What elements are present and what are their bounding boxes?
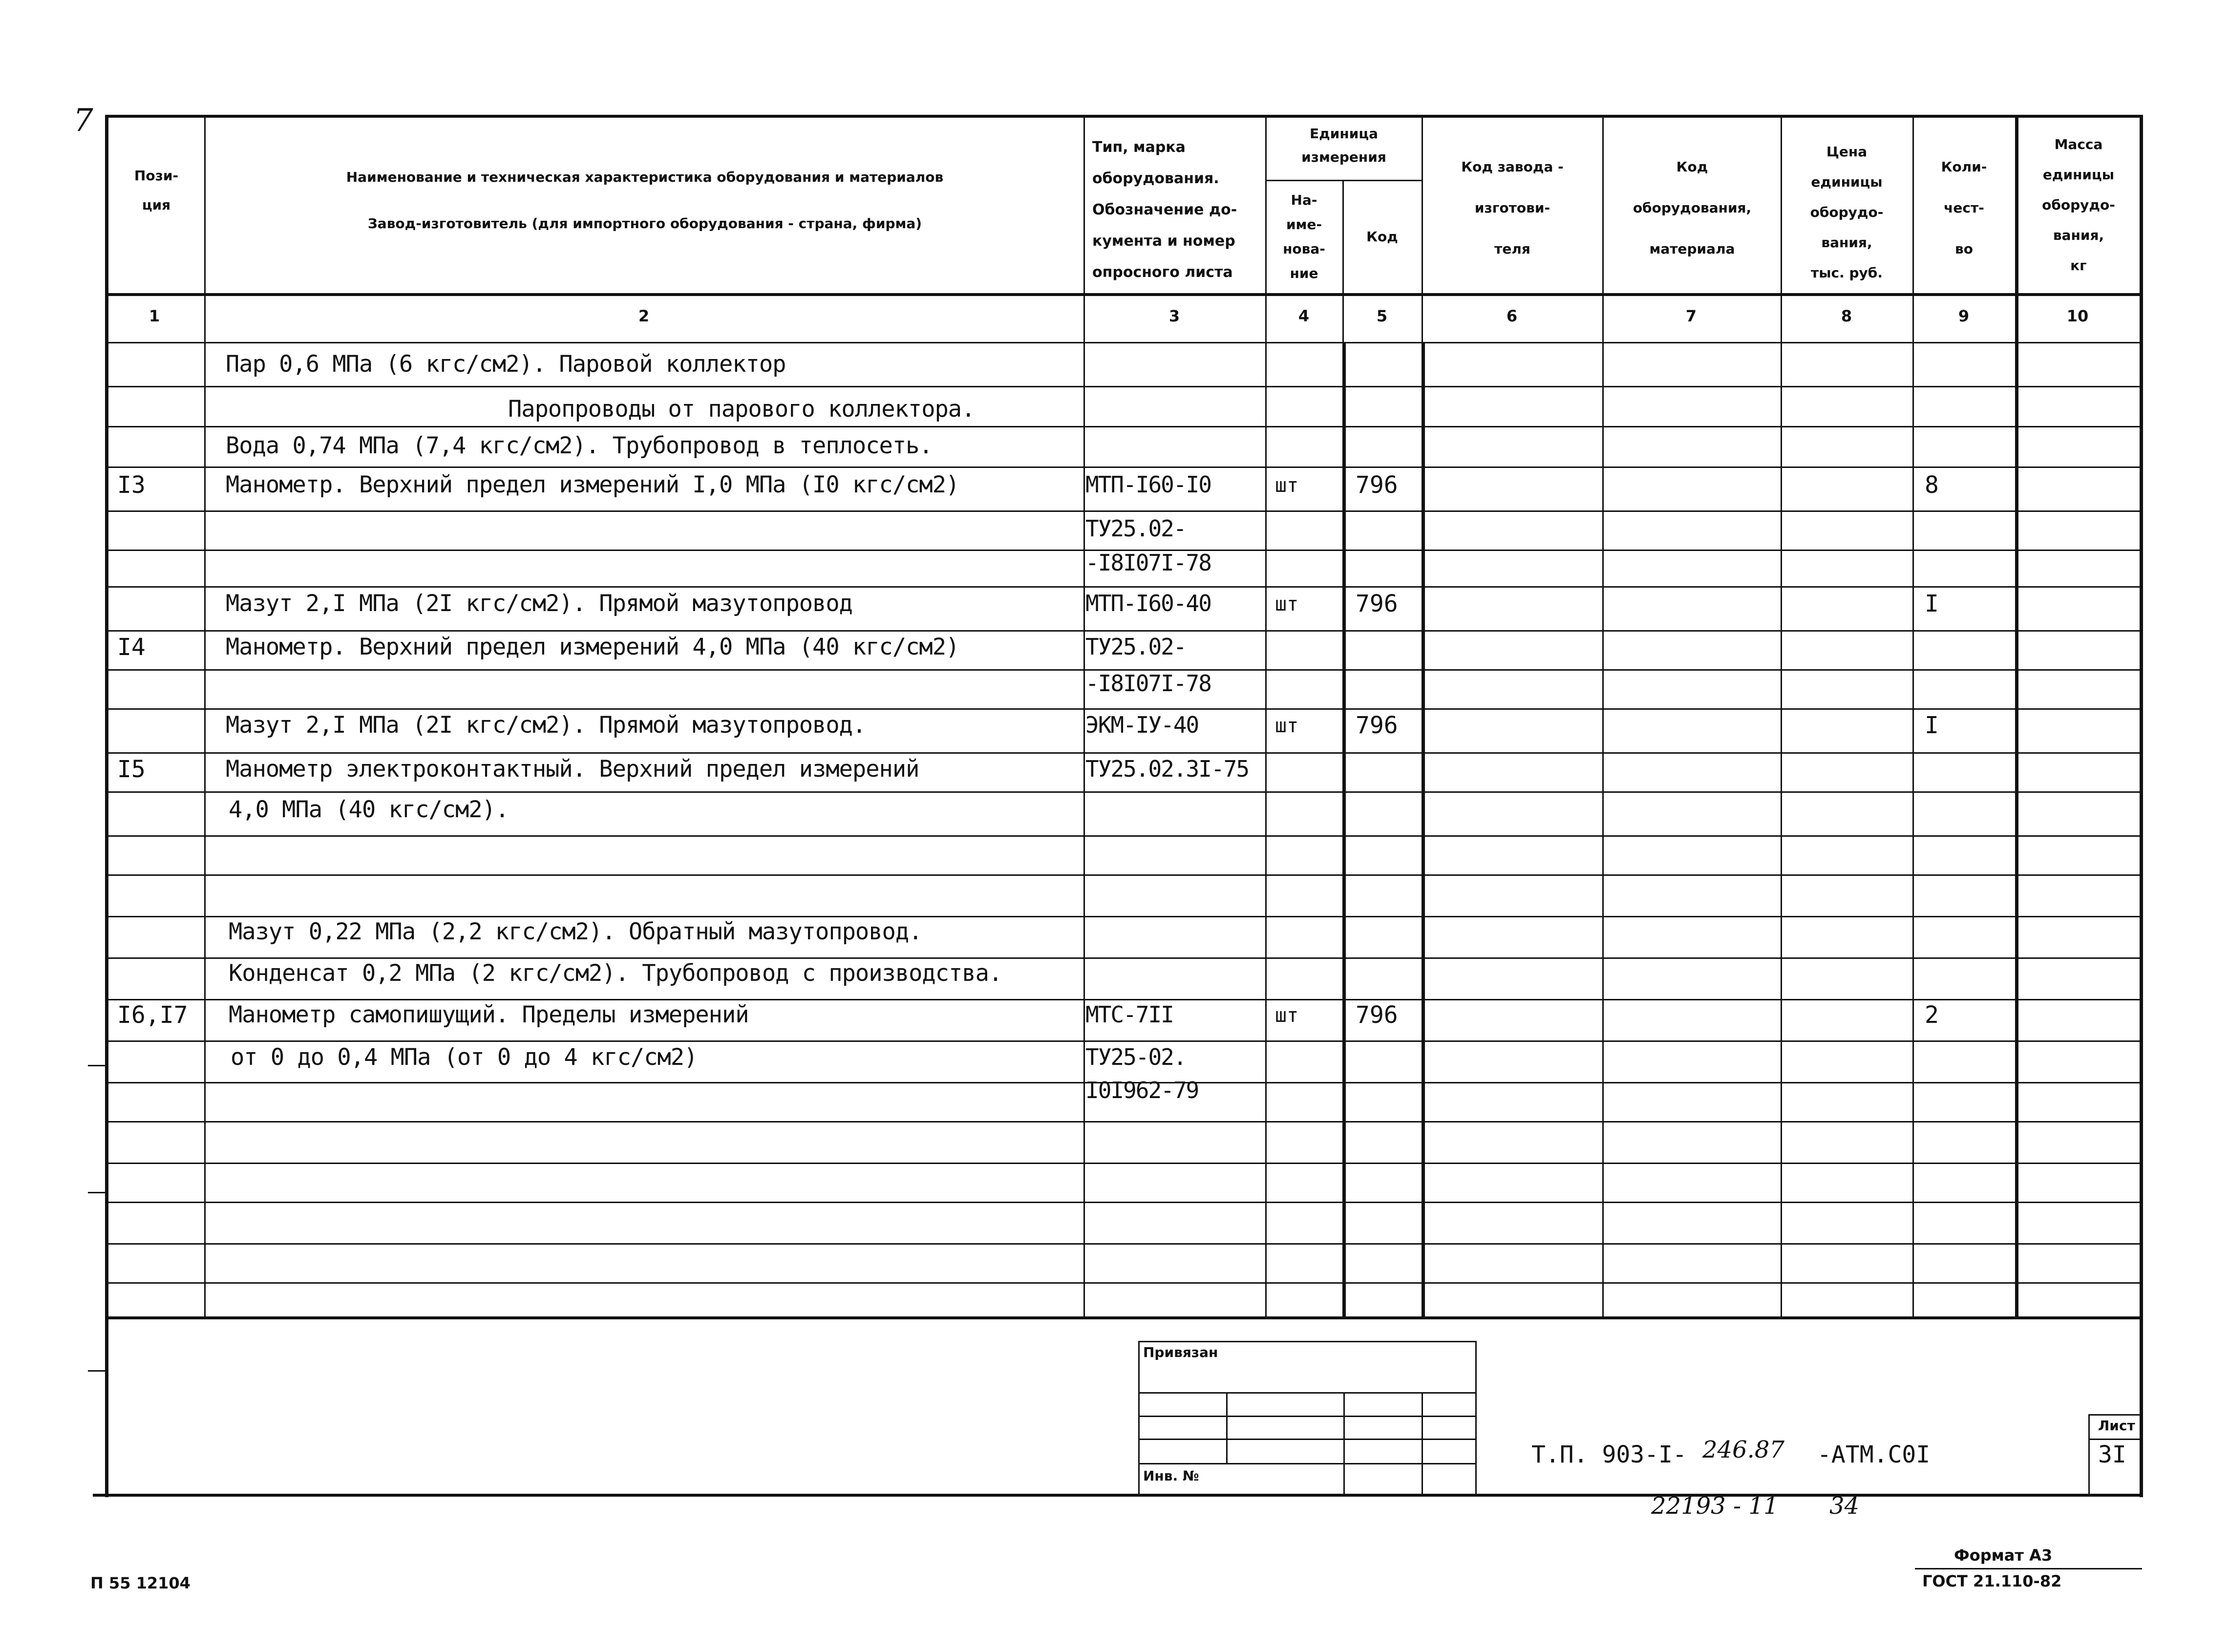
row-position: I6,I7 (117, 1001, 188, 1029)
row-type: -I8I07I-78 (1085, 670, 1211, 697)
column-number: 5 (1376, 307, 1388, 325)
row-quantity: I (1925, 712, 1939, 739)
stamp-bound-label: Привязан (1143, 1344, 1218, 1360)
row-type: МТС-7II (1085, 1001, 1173, 1028)
header-equipment-code: Код оборудования, материала (1633, 159, 1752, 257)
column-number: 4 (1298, 307, 1310, 325)
footer-code: П 55 12104 (90, 1574, 191, 1592)
doc-designation-prefix: Т.П. 903-I- (1531, 1441, 1687, 1468)
column-number: 3 (1168, 307, 1180, 325)
row-name: Паропроводы от парового коллектора. (508, 396, 975, 423)
doc-designation-suffix: -АТМ.С0I (1817, 1441, 1931, 1468)
sheet-label: Лист (2098, 1418, 2135, 1434)
row-name: от 0 до 0,4 МПа (от 0 до 4 кгс/см2) (231, 1044, 698, 1071)
header-factory-code: Код завода - изготови- теля (1461, 159, 1564, 257)
row-type: ТУ25.02.3I-75 (1085, 756, 1249, 782)
row-quantity: 8 (1925, 471, 1939, 499)
row-position: I4 (117, 634, 146, 661)
row-name: Манометр. Верхний предел измерений I,0 МПа (I0 кгс/см2) (226, 471, 959, 498)
row-type: ТУ25-02. (1085, 1044, 1186, 1070)
row-position: I3 (117, 471, 146, 499)
footer-gost: ГОСТ 21.110-82 (1922, 1572, 2062, 1590)
row-name: Манометр электроконтактный. Верхний предел измерений (226, 756, 919, 783)
row-type: I0I962-79 (1085, 1077, 1199, 1103)
header-unit-name: На- име- нова- ние (1283, 192, 1325, 281)
doc-designation-handwritten: 246.87 (1702, 1436, 1784, 1463)
sheet-number: 3I (2098, 1441, 2126, 1468)
row-type: МТП-I60-I0 (1085, 471, 1211, 498)
header-mass: Масса единицы оборудо- вания, кг (2042, 136, 2115, 274)
archive-number: 22193 - 11 (1651, 1492, 1779, 1520)
row-unit-code: 796 (1356, 471, 1398, 499)
row-name: Пар 0,6 МПа (6 кгс/см2). Паровой коллектор (226, 351, 786, 378)
column-number: 9 (1958, 307, 1970, 325)
row-name: Манометр. Верхний предел измерений 4,0 МПа (40 кгс/см2) (226, 634, 959, 660)
row-position: I5 (117, 756, 146, 783)
row-unit: шт (1275, 1004, 1299, 1027)
column-number: 8 (1841, 307, 1852, 325)
row-name: Вода 0,74 МПа (7,4 кгс/см2). Трубопровод в теплосеть. (226, 432, 933, 459)
footer-format: Формат А3 (1954, 1546, 2053, 1565)
row-name: Конденсат 0,2 МПа (2 кгс/см2). Трубопровод с производства. (229, 960, 1002, 987)
stamp-inventory-label: Инв. № (1143, 1468, 1199, 1484)
row-type: МТП-I60-40 (1085, 590, 1211, 616)
row-unit-code: 796 (1356, 712, 1398, 739)
row-type: -I8I07I-78 (1085, 550, 1211, 576)
archive-sheet: 34 (1829, 1492, 1860, 1520)
header-type: Тип, марка оборудования. Обозначение до- кумента и номер опросного листа (1092, 139, 1237, 281)
row-name: Манометр самопишущий. Пределы измерений (229, 1001, 749, 1028)
header-name: Наименование и техническая характеристика оборудования и материалов Завод-изготовитель (для импортного оборудования - страна, фирма) (346, 169, 944, 232)
row-unit: шт (1275, 474, 1299, 497)
corner-mark: 7 (73, 103, 93, 139)
row-name: Мазут 2,I МПа (2I кгс/см2). Прямой мазутопровод. (226, 712, 866, 739)
row-unit: шт (1275, 593, 1299, 615)
row-type: ЭКМ-IУ-40 (1085, 712, 1199, 738)
row-unit-code: 796 (1356, 590, 1398, 617)
header-price: Цена единицы оборудо- вания, тыс. руб. (1810, 144, 1884, 281)
column-number: 7 (1685, 307, 1697, 325)
row-name: Мазут 2,I МПа (2I кгс/см2). Прямой мазутопровод (226, 590, 852, 617)
row-type: ТУ25.02- (1085, 515, 1186, 542)
header-quantity: Коли- чест- во (1941, 159, 1987, 257)
column-number: 6 (1506, 307, 1518, 325)
row-quantity: 2 (1925, 1001, 1939, 1029)
column-number: 10 (2066, 307, 2089, 325)
row-type: ТУ25.02- (1085, 634, 1186, 660)
row-name: 4,0 МПа (40 кгс/см2). (229, 796, 509, 823)
row-name: Мазут 0,22 МПа (2,2 кгс/см2). Обратный мазутопровод. (229, 918, 922, 945)
header-position: Пози- ция (134, 168, 179, 213)
column-number: 1 (149, 307, 160, 325)
header-unit-group: Единица измерения (1301, 126, 1386, 165)
row-quantity: I (1925, 590, 1939, 617)
column-number: 2 (638, 307, 650, 325)
header-unit-code: Код (1366, 229, 1398, 245)
row-unit-code: 796 (1356, 1001, 1398, 1029)
row-unit: шт (1275, 715, 1299, 737)
